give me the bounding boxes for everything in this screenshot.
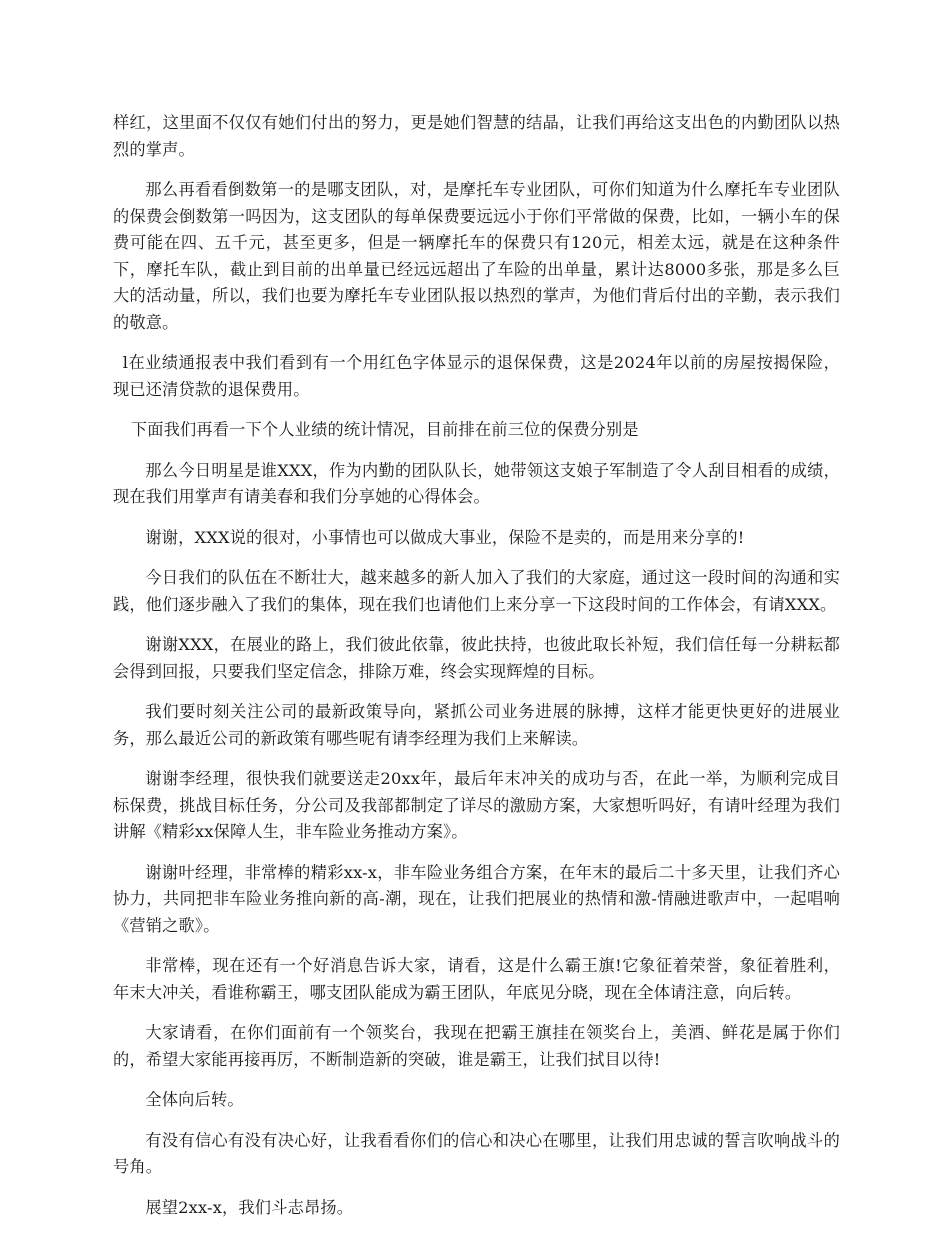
paragraph-3: l在业绩通报表中我们看到有一个用红色字体显示的退保保费，这是2024年以前的房屋按揭保险，现已还清贷款的退保费用。 [113,353,840,399]
document-body [113,110,840,1235]
paragraph-16: 展望2xx-x，我们斗志昂扬。 [145,1197,354,1217]
paragraph-2: 那么再看看倒数第一的是哪支团队，对，是摩托车专业团队，可你们知道为什么摩托车专业团队的保费会倒数第一吗因为，这支团队的每单保费要远远小于你们平常做的保费，比如，一辆小车的保费可能在四、五千元，甚至更多，但是一辆摩托车的保费只有120元，相差太远，就是在这种条件下，摩托车队，截止到目前的出单量已经远远超出了车险的出单量，累计达8000多张，那是多么巨大的活动量，所以，我们也要为摩托车专业团队报以热烈的掌声，为他们背后付出的辛勤，表示我们的敬意。 [113,180,840,332]
paragraph-5: 那么今日明星是谁XXX，作为内勤的团队队长，她带领这支娘子军制造了令人刮目相看的成绩，现在我们用掌声有请美春和我们分享她的心得体会。 [113,460,840,506]
paragraph-13: 大家请看，在你们面前有一个领奖台，我现在把霸王旗挂在领奖台上，美酒、鲜花是属于你们的，希望大家能再接再厉，不断制造新的突破，谁是霸王，让我们拭目以待! [113,1023,840,1069]
paragraph-11: 谢谢叶经理，非常棒的精彩xx-x，非车险业务组合方案，在年末的最后二十多天里，让我们齐心协力，共同把非车险业务推向新的高-潮，现在，让我们把展业的热情和激-情融进歌声中，一起唱响《营销之歌》。 [113,862,840,935]
paragraph-6: 谢谢，XXX说的很对，小事情也可以做成大事业，保险不是卖的，而是用来分享的! [145,527,745,547]
paragraph-4: 下面我们再看一下个人业绩的统计情况，目前排在前三位的保费分别是 [130,420,639,439]
paragraph-12: 非常棒，现在还有一个好消息告诉大家，请看，这是什么霸王旗!它象征着荣誉，象征着胜利，年末大冲关，看谁称霸王，哪支团队能成为霸王团队，年底见分晓，现在全体请注意，向后转。 [113,956,840,1002]
paragraph-1: 样红，这里面不仅仅有她们付出的努力，更是她们智慧的结晶，让我们再给这支出色的内勤团队以热烈的掌声。 [113,113,840,159]
paragraph-15: 有没有信心有没有决心好，让我看看你们的信心和决心在哪里，让我们用忠诚的誓言吹响战斗的号角。 [113,1130,840,1176]
paragraph-14: 全体向后转。 [145,1090,244,1109]
paragraph-9: 我们要时刻关注公司的最新政策导向，紧抓公司业务进展的脉搏，这样才能更快更好的进展业务，那么最近公司的新政策有哪些呢有请李经理为我们上来解读。 [113,702,840,748]
paragraph-8: 谢谢XXX，在展业的路上，我们彼此依靠，彼此扶持，也彼此取长补短，我们信任每一分耕耘都会得到回报，只要我们坚定信念，排除万难，终会实现辉煌的目标。 [113,635,840,681]
paragraph-10: 谢谢李经理，很快我们就要送走20xx年，最后年末冲关的成功与否，在此一举，为顺利完成目标保费，挑战目标任务，分公司及我部都制定了详尽的激励方案，大家想听吗好，有请叶经理为我们讲解《精彩xx保障人生，非车险业务推动方案》。 [113,769,840,841]
paragraph-7: 今日我们的队伍在不断壮大，越来越多的新人加入了我们的大家庭，通过这一段时间的沟通和实践，他们逐步融入了我们的集体，现在我们也请他们上来分享一下这段时间的工作体会，有请XXX。 [113,568,840,614]
